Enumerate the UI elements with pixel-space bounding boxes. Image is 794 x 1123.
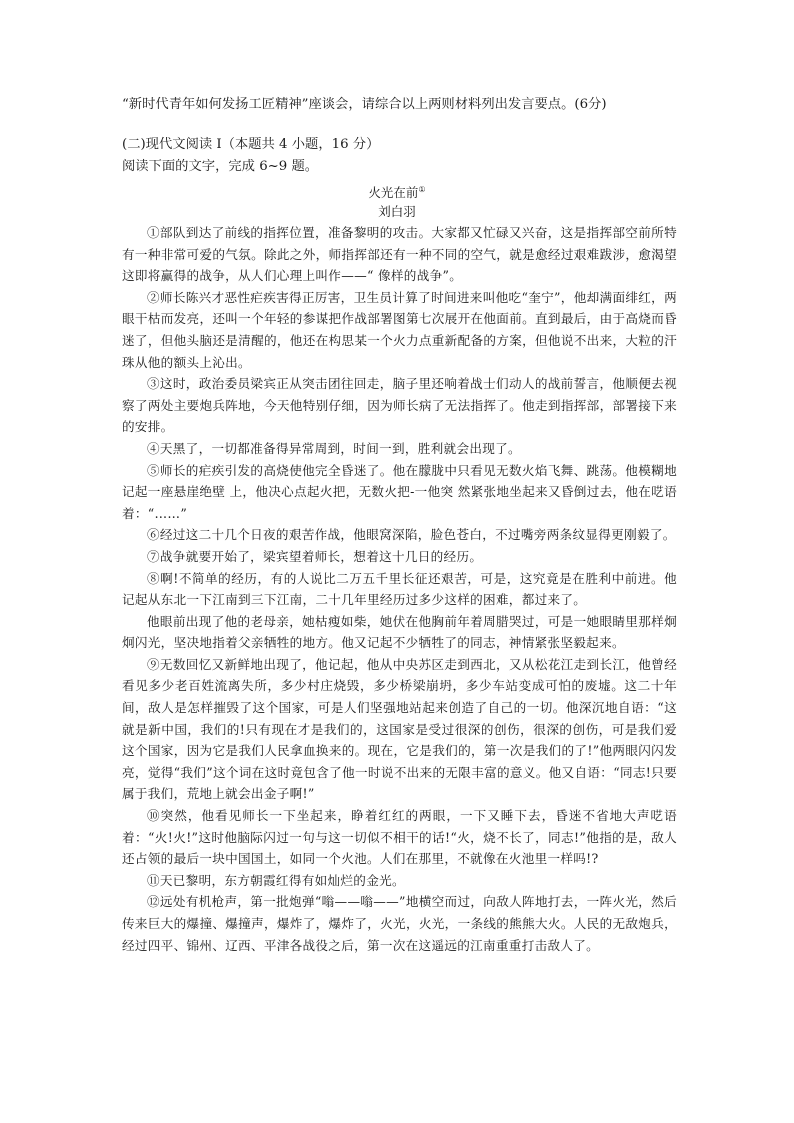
question-line: “新时代青年如何发扬工匠精神”座谈会，请综合以上两则材料列出发言要点。(6分): [122, 97, 607, 112]
paragraph-11: ⑪天已黎明，东方朝霞红得有如灿烂的金光。: [147, 872, 405, 888]
paragraph-5: ⑤师长的疟疾引发的高烧使他完全昏迷了。他在朦胧中只看见无数火焰飞舞、跳荡。他模糊地记起一座悬崖绝壁 上，他决心点起火把，无数火把-一他突 然紧张地坐起来又昏倒过去，他在呓语着：“……”: [122, 462, 677, 521]
paragraph-3: ③这时，政治委员梁宾正从突击团往回走，脑子里还响着战士们动人的战前誓言，他顺便去视察了两处主要炮兵阵地，今天他特别仔细，因为师长病了无法指挥了。他走到指挥部，部署接下来的安排。: [122, 376, 677, 435]
paragraph-1: ①部队到达了前线的指挥位置，准备黎明的攻击。大家都又忙碌又兴奋，这是指挥部空前所特有一种非常可爱的气氛。除此之外，师指挥部还有一种不同的空气，就是愈经过艰难跋涉，愈渴望这即将赢得的战争，从人们心理上叫作——“ 像样的战争”。: [122, 225, 677, 284]
article-title-text: 火光在前: [368, 185, 419, 201]
article-body: [122, 222, 677, 956]
section-instruction: 阅读下面的文字，完成 6~9 题。: [122, 159, 319, 174]
article-title-footnote-mark: ①: [418, 185, 426, 194]
paragraph-8-continued: 他眼前出现了他的老母亲，她枯瘦如柴，她伏在他胸前年着周腊哭过，可是一她眼睛里那样炯炯闪光，坚决地指着父亲牺牲的地方。他又记起不少牺牲了的同志，神情紧张坚毅起来。: [122, 613, 677, 651]
paragraph-12: ⑫远处有机枪声，第一批炮弹“嗡——嗡——”地横空而过，向敌人阵地打去，一阵火光，然后传来巨大的爆撞、爆撞声，爆炸了，爆炸了，火光，火光，一条线的熊熊大火。人民的无敌炮兵，经过四平、锦州、辽西、平津各战役之后，第一次在这遥远的江南重重打击敌人了。: [122, 894, 677, 953]
paragraph-8: ⑧啊!不简单的经历，有的人说比二万五千里长征还艰苦，可是，这究竟是在胜利中前进。他记起从东北一下江南到三下江南，二十几年里经历过多少这样的困难，都过来了。: [122, 570, 677, 608]
paragraph-10: ⑩突然，他看见师长一下坐起来，睁着红红的两眼，一下又睡下去，昏迷不省地大声呓语着：“火!火!”这时他脑际闪过一句与这一切似不相干的话!“火，烧不长了，同志!”他指的是，敌人还占领的最后一块中国国土，如同一个火池。人们在那里，不就像在火池里一样吗!?: [122, 808, 677, 867]
section-title: (二)现代文阅读 I（本题共 4 小题，16 分）: [122, 137, 380, 152]
paragraph-9: ⑨无数回忆又新鲜地出现了，他记起，他从中央苏区走到西北，又从松花江走到长江，他曾经看见多少老百姓流离失所，多少村庄烧毁，多少桥梁崩坍，多少车站变成可怕的废墟。这二十年间，敌人是怎样摧毁了这个国家，可是人们坚强地站起来创造了自己的一切。他深沉地自语：“这就是新中国，我们的!只有现在才是我们的，这国家是受过很深的创伤，很深的创伤，可是我们爱这个国家，因为它是我们人民拿血换来的。现在，它是我们的，第一次是我们的了!”他两眼闪闪发亮，觉得“我们”这个词在这时竟包含了他一时说不出来的无限丰富的意义。他又自语：“同志!只要属于我们，荒地上就会出金子啊!”: [122, 656, 677, 802]
article-author: 刘白羽: [378, 204, 416, 219]
paragraph-6: ⑥经过这二十几个日夜的艰苦作战，他眼窝深陷，脸色苍白，不过嘴旁两条纹显得更刚毅了。: [147, 527, 676, 543]
article-title: [0, 180, 794, 203]
paragraph-2: ②师长陈兴才恶性疟疾害得正厉害，卫生员计算了时间进来叫他吃“奎宁”，他却满面绯红，两眼干枯而发亮，还叫一个年轻的参谋把作战部署图第七次展开在他面前。直到最后，由于高烧而昏迷了，但他头脑还是清醒的，他还在构思某一个火力点重新配备的方案，但他说不出来，大粒的汗珠从他的额头上沁出。: [122, 289, 677, 370]
paragraph-7: ⑦战争就要开始了，梁宾望着师长，想着这十几日的经历。: [147, 548, 483, 564]
paragraph-4: ④天黑了，一切都准备得异常周到，时间一到，胜利就会出现了。: [147, 440, 521, 456]
